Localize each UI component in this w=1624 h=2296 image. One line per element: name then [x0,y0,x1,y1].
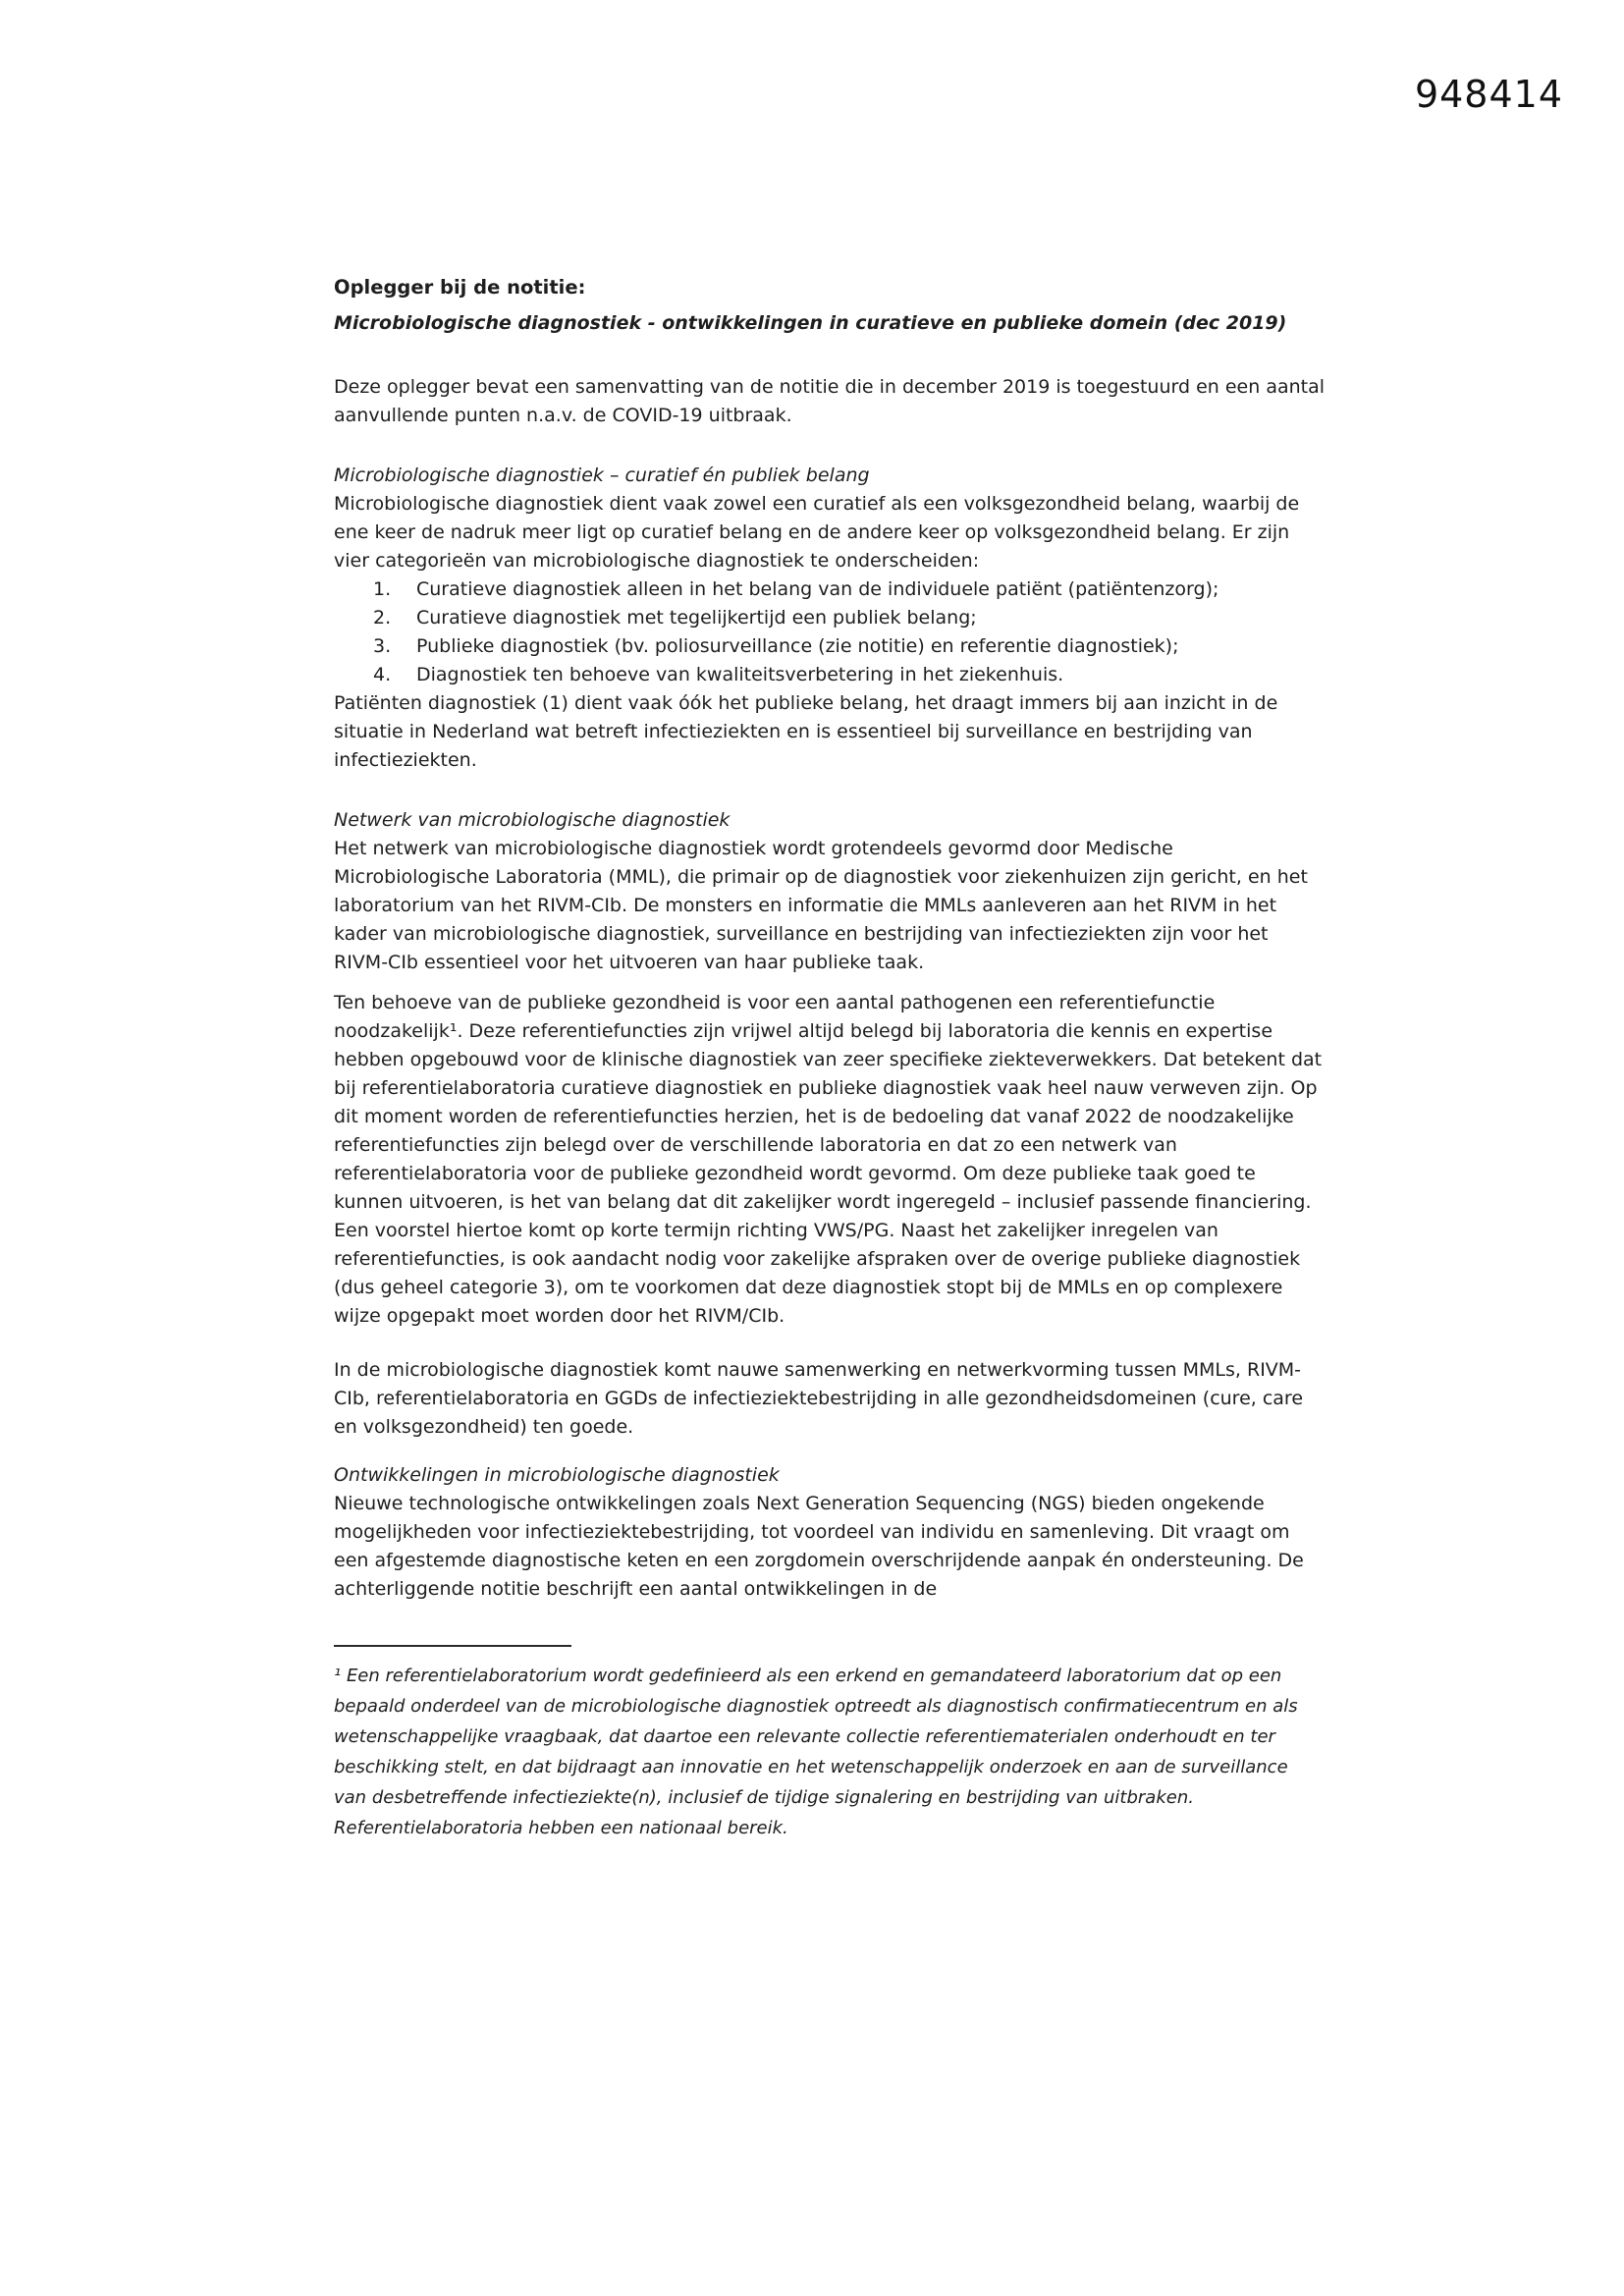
list-item [334,632,1326,661]
list-item-text: Publieke diagnostiek (bv. poliosurveillance (zie notitie) en referentie diagnostiek); [416,635,1179,657]
list-item [334,661,1326,689]
paragraph-ontwikkelingen-1: Nieuwe technologische ontwikkelingen zoals Next Generation Sequencing (NGS) bieden ongekende mogelijkheden voor infectieziektebestrijding, tot voordeel van individu en samenleving. Dit vraagt om een afgestemde diagnostische keten en een zorgdomein overschrijdende aanpak én ondersteuning. De achterliggende notitie beschrijft een aantal ontwikkelingen in de [334,1493,1304,1600]
footnote-divider [334,1645,571,1647]
paragraph-netwerk-1: Het netwerk van microbiologische diagnostiek wordt grotendeels gevormd door Medische Microbiologische Laboratoria (MML), die primair op de diagnostiek voor ziekenhuizen zijn gericht, en het laboratorium van het RIVM-CIb. De monsters en informatie die MMLs aanleveren aan het RIVM in het kader van microbiologische diagnostiek, surveillance en bestrijding van infectieziekten zijn voor het RIVM-CIb essentieel voor het uitvoeren van haar publieke taak. [334,838,1308,973]
numbered-list-categorieen [334,575,1326,689]
document-title: Oplegger bij de notitie: [334,276,586,299]
footnote-text: ¹ Een referentielaboratorium wordt gedefinieerd als een erkend en gemandateerd laboratorium dat op een bepaald onderdeel van de microbiologische diagnostiek optreedt als diagnostisch confirmatiecentrum en als wetenschappelijke vraagbaak, dat daartoe een relevante collectie referentiematerialen onderhoudt en ter beschikking stelt, en dat bijdraagt aan innovatie en het wetenschappelijk onderzoek en aan de surveillance van desbetreffende infectieziekte(n), inclusief de tijdige signalering en bestrijding van uitbraken. Referentielaboratoria hebben een nationaal bereik. [334,1666,1298,1838]
list-item-number: 1. [373,578,392,600]
page-number: 948414 [1414,73,1563,116]
intro-paragraph: Deze oplegger bevat een samenvatting van de notitie die in december 2019 is toegestuurd en een aantal aanvullende punten n.a.v. de COVID-19 uitbraak. [334,376,1326,426]
list-item [334,604,1326,632]
list-item-number: 2. [373,607,392,629]
document-content [334,273,1326,1843]
list-item-text: Curatieve diagnostiek alleen in het belang van de individuele patiënt (patiëntenzorg); [416,578,1219,600]
paragraph-netwerk-2: Ten behoeve van de publieke gezondheid is voor een aantal pathogenen een referentiefunctie noodzakelijk¹. Deze referentiefuncties zijn vrijwel altijd belegd bij laboratoria die kennis en expertise hebben opgebouwd voor de klinische diagnostiek van zeer specifieke ziekteverwekkers. Dat betekent dat bij referentielaboratoria curatieve diagnostiek en publieke diagnostiek vaak heel nauw verweven zijn. Op dit moment worden de referentiefuncties herzien, het is de bedoeling dat vanaf 2022 de noodzakelijke referentiefuncties zijn belegd over de verschillende laboratoria en dat zo een netwerk van referentielaboratoria voor de publieke gezondheid wordt gevormd. Om deze publieke taak goed te kunnen uitvoeren, is het van belang dat dit zakelijker wordt ingeregeld – inclusief passende financiering. Een voorstel hiertoe komt op korte termijn richting VWS/PG. Naast het zakelijker inregelen van referentiefuncties, is ook aandacht nodig voor zakelijke afspraken over de overige publieke diagnostiek (dus geheel categorie 3), om te voorkomen dat deze diagnostiek stopt bij de MMLs en op complexere wijze opgepakt moet worden door het RIVM/CIb. [334,992,1323,1327]
paragraph-patienten-diagnostiek: Patiënten diagnostiek (1) dient vaak óók het publieke belang, het draagt immers bij aan inzicht in de situatie in Nederland wat betreft infectieziekten en is essentieel bij surveillance en bestrijding van infectieziekten. [334,692,1278,771]
list-item-number: 3. [373,635,392,657]
list-item-number: 4. [373,664,392,685]
document-subtitle: Microbiologische diagnostiek - ontwikkelingen in curatieve en publieke domein (dec 2019) [334,312,1287,334]
section-heading-ontwikkelingen: Ontwikkelingen in microbiologische diagnostiek [334,1464,780,1486]
list-item-text: Curatieve diagnostiek met tegelijkertijd een publiek belang; [416,607,977,629]
section-heading-netwerk: Netwerk van microbiologische diagnostiek [334,809,731,831]
list-item [334,575,1326,604]
paragraph-netwerk-3: In de microbiologische diagnostiek komt nauwe samenwerking en netwerkvorming tussen MMLs, RIVM-CIb, referentielaboratoria en GGDs de infectieziektebestrijding in alle gezondheidsdomeinen (cure, care en volksgezondheid) ten goede. [334,1359,1304,1438]
paragraph-categorieen: Microbiologische diagnostiek dient vaak zowel een curatief als een volksgezondheid belang, waarbij de ene keer de nadruk meer ligt op curatief belang en de andere keer op volksgezondheid belang. Er zijn vier categorieën van microbiologische diagnostiek te onderscheiden: [334,493,1300,572]
list-item-text: Diagnostiek ten behoeve van kwaliteitsverbetering in het ziekenhuis. [416,664,1064,685]
section-heading-curatief-publiek: Microbiologische diagnostiek – curatief én publiek belang [334,465,870,486]
